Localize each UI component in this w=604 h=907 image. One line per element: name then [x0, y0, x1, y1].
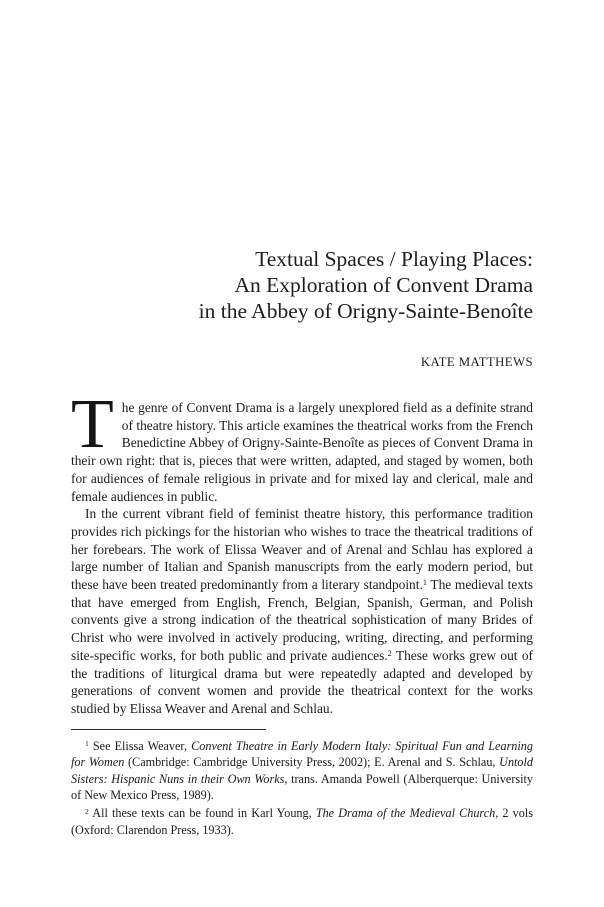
article-body: [71, 386, 534, 838]
cited-work-title: Convent Theatre in Early Modern Italy: Spiritual Fun and Learning for Women: [71, 738, 533, 770]
text-segment: (Cambridge: Cambridge University Press, 2002); E. Arenal and S. Schlau,: [124, 755, 500, 770]
text-segment: These works grew out of the traditions of liturgical drama but were repeatedly adapted and developed by generations of convent women and provide the theatrical context for the works studied by Elissa Weaver and Arenal and Schlau.: [71, 647, 534, 716]
footnote-1: [71, 738, 533, 804]
article-title: [71, 246, 533, 324]
footnote-ref: 2: [85, 806, 89, 816]
footnote-ref: 1: [422, 578, 427, 588]
cited-work-title: Untold Sisters: Hispanic Nuns in their Own Works: [71, 755, 533, 786]
text-segment: All these texts can be found in Karl Young,: [88, 806, 316, 821]
paragraph-1: [71, 386, 533, 505]
footnote-ref: 1: [85, 739, 89, 749]
title-line-2: An Exploration of Convent Drama: [234, 273, 533, 297]
paragraph-1-text: he genre of Convent Drama is a largely unexplored field as a definite strand of theatre history. This article examines the theatrical works from the French Benedictine Abbey of Origny-Sainte-Benoîte as pieces of Convent Drama in their own right: that is, pieces that were written, adapted, and staged by women, both for audiences of female religious in private and for mixed lay and clerical, male and female audiences in public.: [71, 400, 533, 504]
title-line-1: Textual Spaces / Playing Places:: [255, 247, 533, 271]
text-segment: In the current vibrant field of feminist theatre history, this performance tradition provides rich pickings for the historian who wishes to trace the theatrical traditions of her forebears. The work of Elissa Weaver and of Arenal and Schlau has explored a large number of Italian and Spanish manuscripts from the early modern period, but these have been treated predominantly from a literary standpoint.: [71, 506, 533, 593]
text-segment: See Elissa Weaver,: [88, 738, 192, 753]
article-content: [71, 246, 533, 839]
cited-work-title: The Drama of the Medieval Church: [315, 806, 496, 821]
footnote-2: [71, 805, 533, 838]
text-segment: , trans. Amanda Powell (Alberquerque: University of New Mexico Press, 1989).: [71, 771, 533, 803]
text-segment: The medieval texts that have emerged from English, French, Belgian, Spanish, German, and Polish convents give a strong indication of the theatrical sophistication of many Brides of Christ who were involved in actively producing, writing, directing, and performing site-specific works, for both public and private audiences.: [71, 577, 533, 663]
title-line-3: in the Abbey of Origny-Sainte-Benoîte: [198, 299, 533, 323]
text-segment: , 2 vols (Oxford: Clarendon Press, 1933).: [71, 806, 533, 837]
drop-cap: T: [71, 386, 114, 463]
footnote-separator: [71, 729, 266, 730]
author-name: KATE MATTHEWS: [420, 355, 533, 369]
paragraph-2: [71, 505, 533, 717]
footnote-ref: 2: [387, 649, 392, 659]
